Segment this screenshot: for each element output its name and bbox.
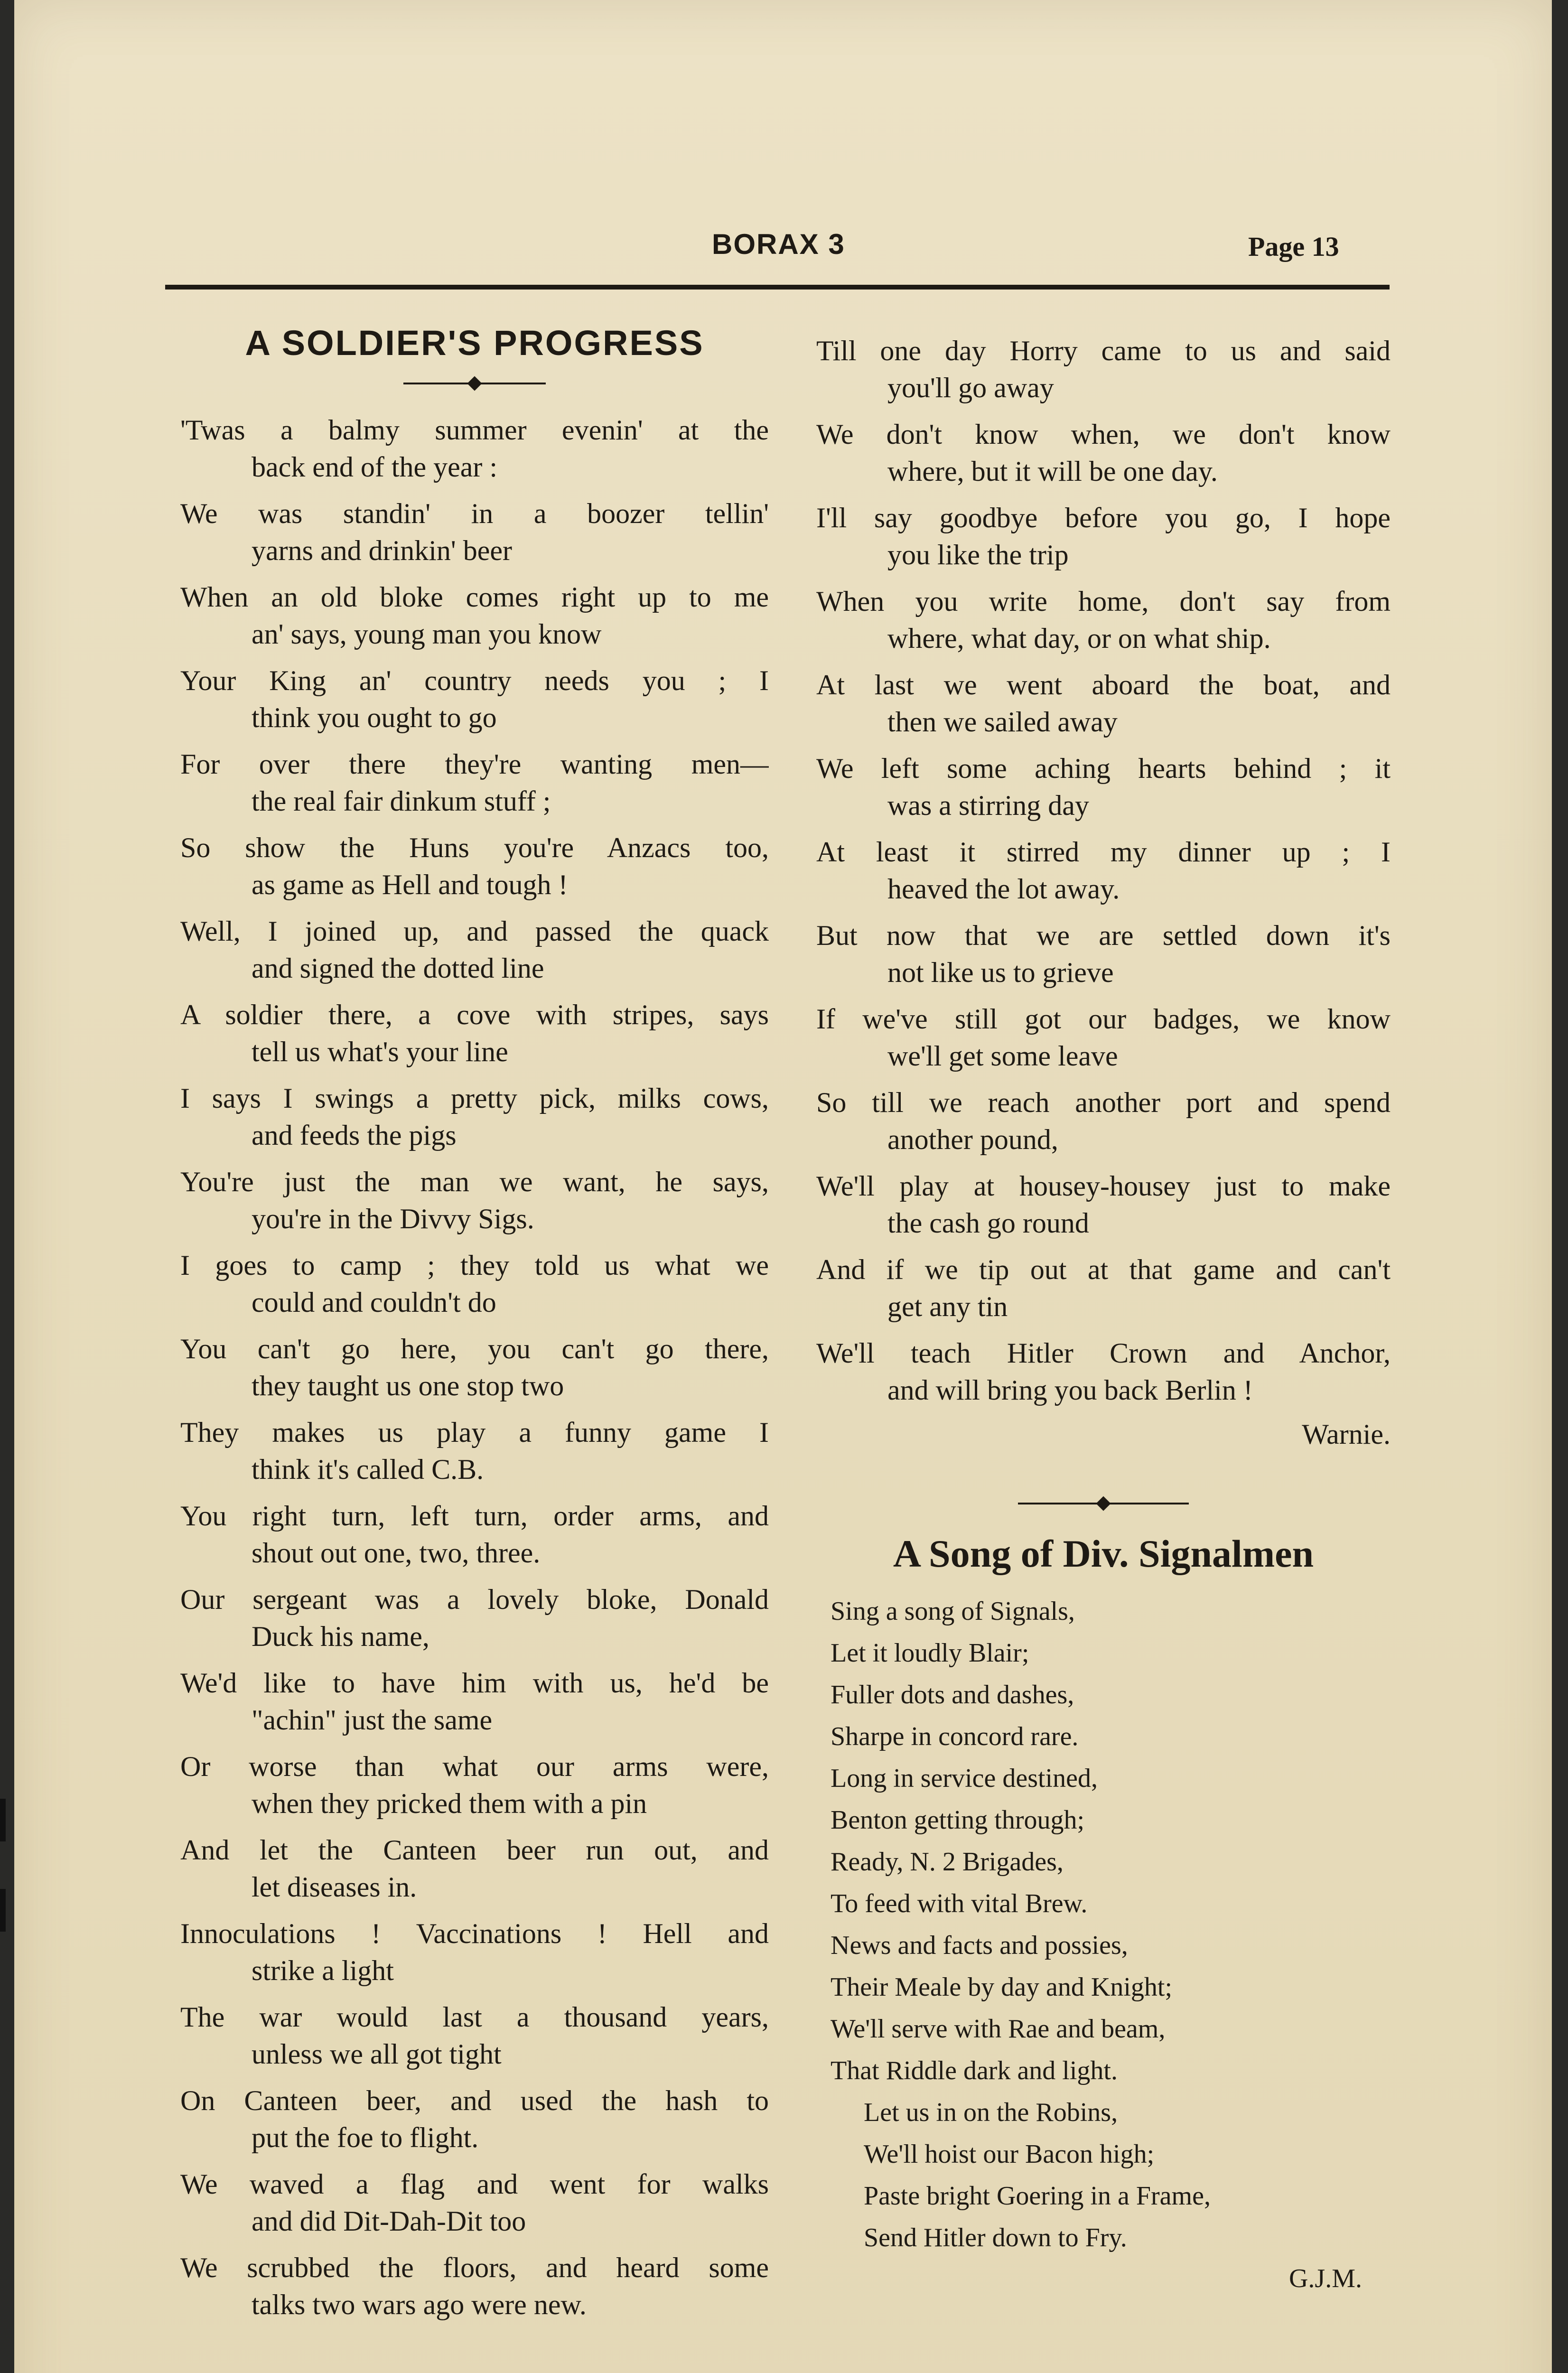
verse-couplet — [180, 1664, 769, 1738]
magazine-page — [14, 0, 1552, 2373]
verse-couplet — [816, 499, 1391, 573]
verse-couplet — [180, 1330, 769, 1404]
verse-couplet — [180, 1497, 769, 1571]
verse-line: Or worse than what our arms were, — [180, 1751, 769, 1782]
verse-line-continuation: you'll go away — [887, 372, 1054, 403]
poem-verses-left — [180, 411, 769, 2323]
binding-mark — [0, 1799, 6, 1841]
verse-line-continuation: and will bring you back Berlin ! — [887, 1374, 1253, 1406]
diamond-ornament-icon — [1096, 1496, 1111, 1511]
song-line: Let it loudly Blair; — [831, 1638, 1029, 1668]
verse-line-continuation: get any tin — [887, 1291, 1008, 1322]
verse-line: I'll say goodbye before you go, I hope — [816, 502, 1391, 533]
verse-couplet — [816, 1168, 1391, 1242]
verse-couplet — [180, 662, 769, 736]
song-line: We'll hoist our Bacon high; — [864, 2139, 1155, 2169]
verse-couplet — [180, 1748, 769, 1822]
song-line: Sharpe in concord rare. — [831, 1722, 1079, 1751]
song-line: Send Hitler down to Fry. — [864, 2223, 1127, 2252]
verse-line: At last we went aboard the boat, and — [816, 669, 1391, 701]
verse-line: Well, I joined up, and passed the quack — [180, 916, 769, 947]
verse-couplet — [180, 1831, 769, 1906]
poem-title-song-of-signalmen: A Song of Div. Signalmen — [893, 1532, 1314, 1575]
verse-line-continuation: you like the trip — [887, 539, 1069, 570]
song-line: Let us in on the Robins, — [864, 2098, 1118, 2127]
verse-couplet — [180, 1915, 769, 1989]
verse-line: A soldier there, a cove with stripes, says — [180, 999, 769, 1030]
verse-line: You're just the man we want, he says, — [180, 1166, 769, 1197]
poem-verses-right — [816, 332, 1391, 1409]
song-line: That Riddle dark and light. — [831, 2056, 1118, 2085]
verse-line-continuation: not like us to grieve — [887, 957, 1114, 988]
verse-line: I goes to camp ; they told us what we — [180, 1250, 769, 1281]
verse-line-continuation: the real fair dinkum stuff ; — [252, 785, 551, 817]
verse-line-continuation: put the foe to flight. — [252, 2122, 479, 2153]
section-ornament — [1018, 1494, 1189, 1513]
poem-signature-warnie: Warnie. — [1302, 1419, 1391, 1450]
binding-mark — [0, 1889, 6, 1932]
verse-line-continuation: an' says, young man you know — [252, 618, 602, 650]
verse-line-continuation: was a stirring day — [887, 790, 1089, 821]
verse-line-continuation: back end of the year : — [252, 451, 498, 483]
verse-line: When an old bloke comes right up to me — [180, 581, 769, 613]
verse-line-continuation: heaved the lot away. — [887, 873, 1120, 905]
poem-signature-gjm: G.J.M. — [1288, 2264, 1362, 2293]
verse-couplet — [816, 1000, 1391, 1074]
verse-line-continuation: talks two wars ago were new. — [252, 2289, 587, 2320]
diamond-ornament-icon — [467, 376, 482, 391]
verse-line-continuation: let diseases in. — [252, 1871, 417, 1903]
verse-couplet — [180, 1999, 769, 2073]
song-line: To feed with vital Brew. — [831, 1889, 1088, 1918]
verse-line: We waved a flag and went for walks — [180, 2168, 769, 2200]
verse-line: So show the Huns you're Anzacs too, — [180, 832, 769, 863]
verse-line-continuation: and did Dit-Dah-Dit too — [252, 2205, 526, 2237]
publication-title: BORAX 3 — [712, 228, 845, 260]
song-line: Paste bright Goering in a Frame, — [864, 2181, 1211, 2211]
verse-line-continuation: and signed the dotted line — [252, 953, 544, 984]
verse-line: We scrubbed the floors, and heard some — [180, 2252, 769, 2283]
verse-line: We was standin' in a boozer tellin' — [180, 498, 769, 529]
left-column — [180, 323, 769, 2333]
verse-couplet — [180, 1080, 769, 1154]
verse-couplet — [816, 917, 1391, 991]
verse-line-continuation: when they pricked them with a pin — [252, 1788, 647, 1819]
verse-line-continuation: they taught us one stop two — [252, 1370, 564, 1401]
verse-couplet — [180, 2249, 769, 2323]
verse-line: At least it stirred my dinner up ; I — [816, 836, 1391, 868]
verse-line-continuation: we'll get some leave — [887, 1040, 1118, 1072]
verse-line: Innoculations ! Vaccinations ! Hell and — [180, 1918, 769, 1949]
verse-couplet — [816, 666, 1391, 740]
verse-line: The war would last a thousand years, — [180, 2001, 769, 2033]
verse-line-continuation: as game as Hell and tough ! — [252, 869, 568, 900]
verse-line: I says I swings a pretty pick, milks cows, — [180, 1083, 769, 1114]
verse-couplet — [180, 579, 769, 653]
song-line: We'll serve with Rae and beam, — [831, 2014, 1166, 2044]
song-verses — [831, 1590, 1391, 2294]
verse-couplet — [180, 1581, 769, 1655]
verse-couplet — [816, 1335, 1391, 1409]
verse-couplet — [816, 332, 1391, 406]
verse-line: Our sergeant was a lovely bloke, Donald — [180, 1584, 769, 1615]
verse-couplet — [180, 2082, 769, 2156]
verse-line: Your King an' country needs you ; I — [180, 665, 769, 696]
verse-line: You can't go here, you can't go there, — [180, 1333, 769, 1364]
verse-line-continuation: think you ought to go — [252, 702, 497, 733]
verse-couplet — [180, 829, 769, 903]
verse-line-continuation: shout out one, two, three. — [252, 1537, 541, 1569]
page-number: Page 13 — [1248, 231, 1339, 262]
verse-line: But now that we are settled down it's — [816, 920, 1391, 951]
running-header — [14, 228, 1552, 271]
verse-line: On Canteen beer, and used the hash to — [180, 2085, 769, 2116]
verse-couplet — [180, 996, 769, 1070]
verse-line-continuation: unless we all got tight — [252, 2038, 502, 2070]
verse-line-continuation: you're in the Divvy Sigs. — [252, 1203, 534, 1234]
title-ornament — [403, 374, 546, 392]
verse-line: Till one day Horry came to us and said — [816, 335, 1391, 366]
verse-line: If we've still got our badges, we know — [816, 1003, 1391, 1035]
verse-couplet — [180, 2166, 769, 2240]
song-line: Sing a song of Signals, — [831, 1597, 1075, 1626]
verse-couplet — [180, 913, 769, 987]
verse-line-continuation: could and couldn't do — [252, 1287, 496, 1318]
song-line: News and facts and possies, — [831, 1931, 1128, 1960]
verse-line-continuation: think it's called C.B. — [252, 1454, 484, 1485]
song-line: Benton getting through; — [831, 1805, 1085, 1835]
poem-title-soldiers-progress: A SOLDIER'S PROGRESS — [245, 323, 704, 363]
verse-line-continuation: tell us what's your line — [252, 1036, 508, 1067]
verse-couplet — [816, 833, 1391, 907]
verse-line-continuation: yarns and drinkin' beer — [252, 535, 512, 566]
verse-line: You right turn, left turn, order arms, and — [180, 1500, 769, 1532]
verse-line: And if we tip out at that game and can't — [816, 1254, 1391, 1285]
verse-line-continuation: Duck his name, — [252, 1621, 429, 1652]
verse-line-continuation: where, but it will be one day. — [887, 456, 1218, 487]
verse-line: When you write home, don't say from — [816, 586, 1391, 617]
header-rule — [165, 285, 1390, 290]
verse-couplet — [816, 1251, 1391, 1325]
verse-line: So till we reach another port and spend — [816, 1087, 1391, 1118]
verse-line: We'll teach Hitler Crown and Anchor, — [816, 1337, 1391, 1369]
verse-line-continuation: where, what day, or on what ship. — [887, 623, 1271, 654]
verse-couplet — [180, 1247, 769, 1321]
verse-line: For over there they're wanting men— — [180, 748, 769, 780]
verse-couplet — [180, 746, 769, 820]
verse-line-continuation: "achin" just the same — [252, 1704, 493, 1736]
verse-couplet — [180, 1163, 769, 1237]
verse-line: 'Twas a balmy summer evenin' at the — [180, 414, 769, 446]
verse-couplet — [180, 1414, 769, 1488]
verse-line-continuation: then we sailed away — [887, 706, 1118, 738]
verse-line: We don't know when, we don't know — [816, 419, 1391, 450]
right-column — [816, 332, 1391, 2294]
verse-couplet — [180, 411, 769, 486]
verse-line: We left some aching hearts behind ; it — [816, 753, 1391, 784]
song-line: Fuller dots and dashes, — [831, 1680, 1074, 1710]
verse-couplet — [816, 1084, 1391, 1158]
verse-line-continuation: strike a light — [252, 1955, 394, 1986]
verse-line-continuation: and feeds the pigs — [252, 1120, 457, 1151]
verse-line: They makes us play a funny game I — [180, 1417, 769, 1448]
verse-couplet — [816, 750, 1391, 824]
verse-line-continuation: another pound, — [887, 1124, 1058, 1155]
song-line: Long in service destined, — [831, 1764, 1098, 1793]
verse-couplet — [180, 495, 769, 569]
song-line: Their Meale by day and Knight; — [831, 1972, 1173, 2002]
verse-couplet — [816, 416, 1391, 490]
song-line: Ready, N. 2 Brigades, — [831, 1847, 1064, 1877]
verse-line: And let the Canteen beer run out, and — [180, 1834, 769, 1866]
verse-line: We'll play at housey-housey just to make — [816, 1170, 1391, 1202]
verse-line-continuation: the cash go round — [887, 1207, 1089, 1239]
verse-couplet — [816, 583, 1391, 657]
verse-line: We'd like to have him with us, he'd be — [180, 1667, 769, 1699]
